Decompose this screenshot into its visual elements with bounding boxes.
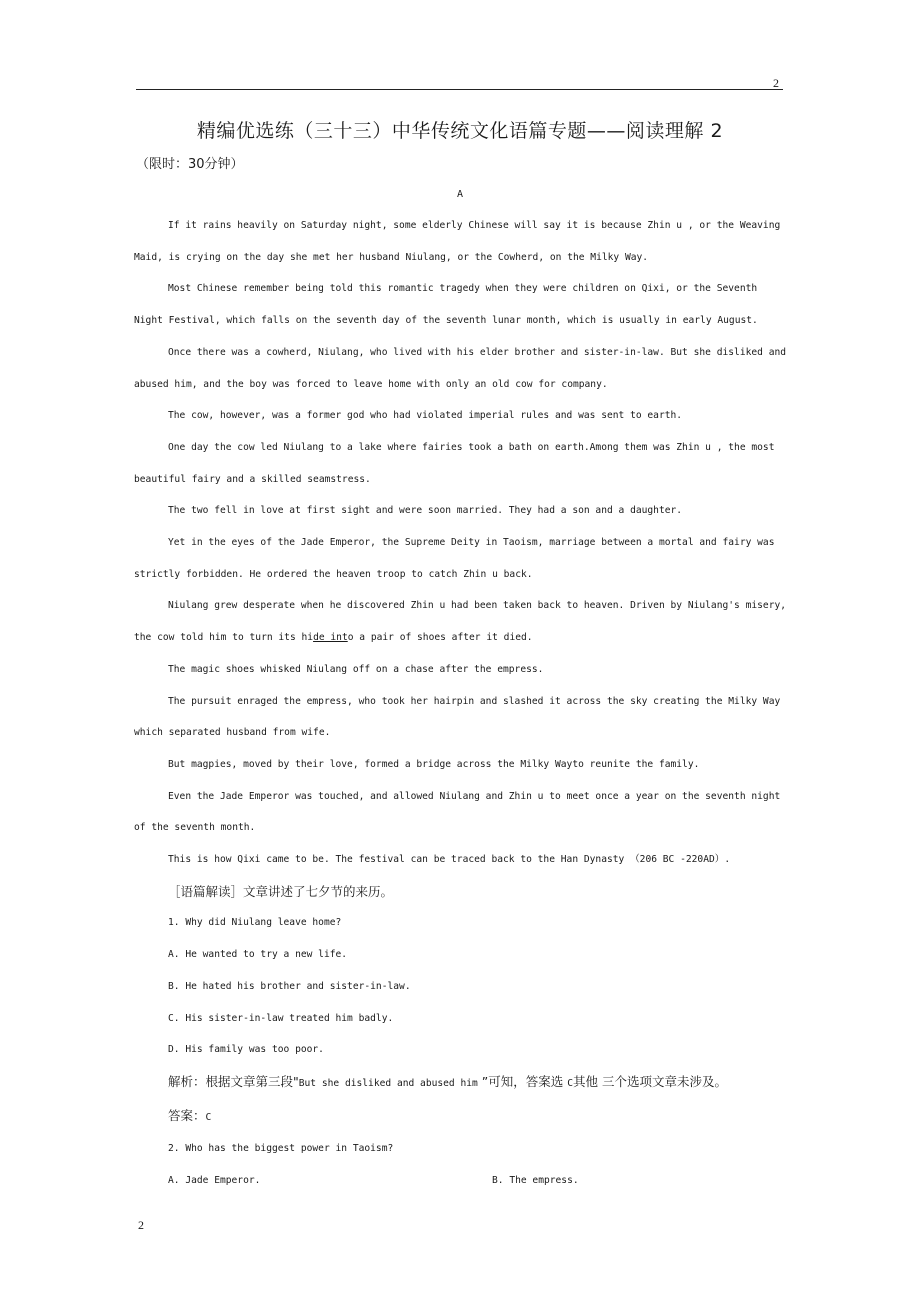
header-page-number: 2 xyxy=(773,76,779,90)
analysis-choice: C xyxy=(567,1077,574,1089)
analysis-end: 其他 三个选项文章未涉及。 xyxy=(573,1073,728,1089)
question-2-options xyxy=(134,1165,788,1197)
analysis-suffix: ”可知，答案选 xyxy=(477,1073,568,1089)
paragraph-11: But magpies, moved by their love, formed a bridge across the Milky Wayto reunite the family. xyxy=(168,758,700,770)
footer-page-number: 2 xyxy=(138,1218,144,1232)
header-rule xyxy=(136,89,783,90)
time-limit: （限时：30分钟） xyxy=(136,157,244,172)
section-label: A xyxy=(456,189,464,200)
paragraph-10: The pursuit enraged the empress, who took her hairpin and slashed it across the sky creating the Milky Way which separated husband from wife. xyxy=(134,695,781,739)
question-2-stem: 2. Who has the biggest power in Taoism? xyxy=(168,1143,394,1155)
analysis-quote: But she disliked and abused him xyxy=(298,1077,478,1089)
question-1-option-d: D. His family was too poor. xyxy=(168,1044,324,1056)
paragraph-5: One day the cow led Niulang to a lake where fairies took a bath on earth.Among them was Zhin u , the most beautiful fairy and a skilled seamstress. xyxy=(134,441,775,485)
question-2-option-b: B. The empress. xyxy=(492,1175,579,1187)
paragraph-8-text-a: Niulang grew desperate when he discovered Zhin u had been taken back to heaven. Driven by Niulang's misery, the cow told him to turn its hi xyxy=(134,600,787,644)
answer-label: 答案： xyxy=(168,1107,206,1123)
page-title: 精编优选练（三十三）中华传统文化语篇专题——阅读理解 2 xyxy=(196,120,724,142)
question-1-stem: 1. Why did Niulang leave home? xyxy=(168,917,342,929)
question-1-option-b: B. He hated his brother and sister-in-law. xyxy=(168,980,411,992)
question-2-option-a: A. Jade Emperor. xyxy=(168,1175,261,1187)
question-1-option-c: C. His sister-in-law treated him badly. xyxy=(168,1012,394,1024)
paragraph-12: Even the Jade Emperor was touched, and allowed Niulang and Zhin u to meet once a year on the seventh night of the seventh month. xyxy=(134,790,781,834)
question-1-option-a: A. He wanted to try a new life. xyxy=(168,949,348,961)
paragraph-3: Once there was a cowherd, Niulang, who lived with his elder brother and sister-in-law. But she disliked and abused him, and the boy was forced to leave home with only an old cow for company. xyxy=(134,346,787,390)
paragraph-8-text-b: o a pair of shoes after it died. xyxy=(347,632,533,644)
passage-body xyxy=(134,210,788,1197)
answer-value: C xyxy=(205,1111,212,1123)
paragraph-1: If it rains heavily on Saturday night, some elderly Chinese will say it is because Zhin u , or the Weaving Maid, is crying on the day she met her husband Niulang, or the Cowherd, on the Milky Way. xyxy=(134,220,781,263)
paragraph-7: Yet in the eyes of the Jade Emperor, the Supreme Deity in Taoism, marriage between a mortal and fairy was strictly forbidden. He ordered the heaven troop to catch Zhin u back. xyxy=(134,537,775,580)
paragraph-13: This is how Qixi came to be. The festival can be traced back to the Han Dynasty （206 BC -220AD）. xyxy=(168,854,731,866)
paragraph-8 xyxy=(134,590,788,653)
paragraph-8-underlined: de int xyxy=(313,632,348,644)
paragraph-6: The two fell in love at first sight and were soon married. They had a son and a daughter. xyxy=(168,505,683,517)
paragraph-2: Most Chinese remember being told this romantic tragedy when they were children on Qixi, or the Seventh Night Festival, which falls on the seventh day of the seventh lunar month, which is usually in early August. xyxy=(134,283,758,327)
question-1-analysis xyxy=(134,1066,788,1100)
question-1-answer xyxy=(134,1100,788,1134)
analysis-prefix: 解析：根据文章第三段" xyxy=(168,1073,299,1089)
reading-note: ［语篇解读］文章讲述了七夕节的来历。 xyxy=(168,883,394,899)
paragraph-9: The magic shoes whisked Niulang off on a chase after the empress. xyxy=(168,663,544,675)
paragraph-4: The cow, however, was a former god who had violated imperial rules and was sent to earth. xyxy=(168,410,683,422)
